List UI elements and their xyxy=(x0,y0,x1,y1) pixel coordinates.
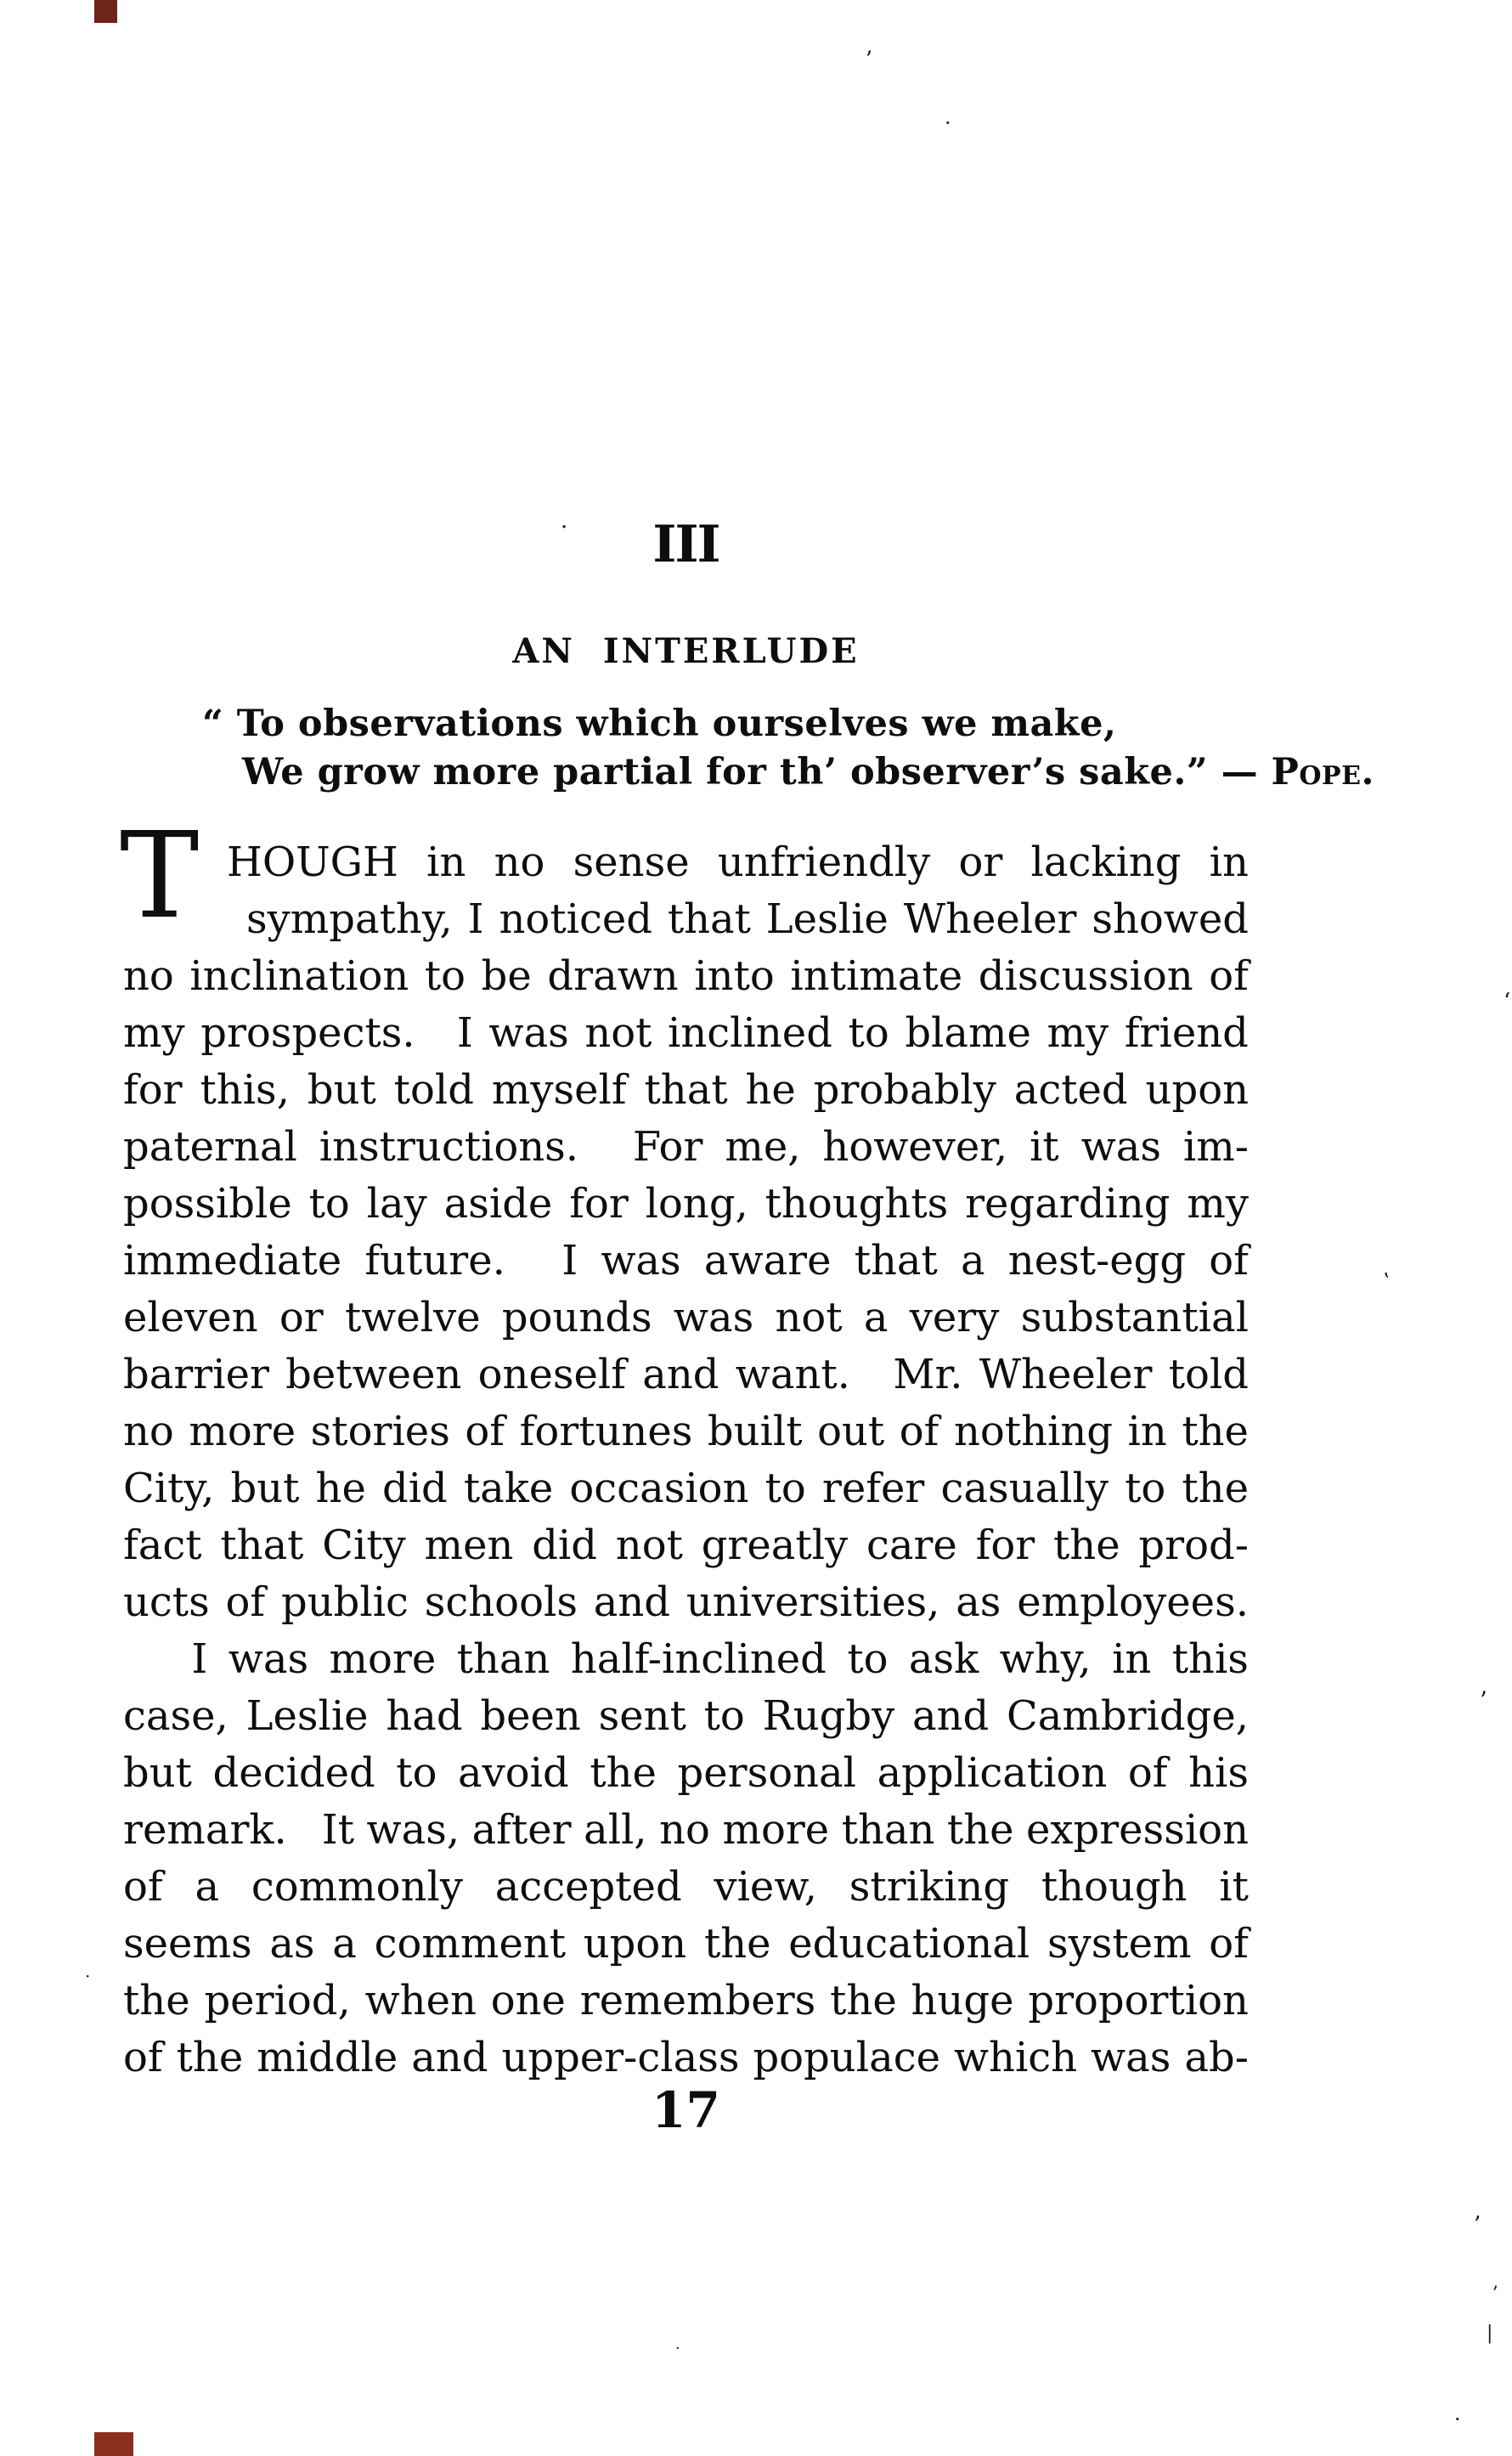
body-line: paternal instructions. For me, however, it was im- xyxy=(123,1123,1249,1171)
body-line: of the middle and upper-class populace which was ab- xyxy=(123,2034,1249,2081)
scan-mark-top-left xyxy=(94,0,117,23)
body-line: I was more than half-inclined to ask why, in this xyxy=(191,1635,1249,1683)
body-line: City, but he did take occasion to refer casually to the xyxy=(123,1465,1249,1512)
scan-speck: ʼ xyxy=(865,48,872,73)
body-line: remark. It was, after all, no more than the expression xyxy=(123,1806,1249,1854)
body-line: ucts of public schools and universities, as employees. xyxy=(123,1578,1249,1626)
body-line: but decided to avoid the personal application of his xyxy=(123,1749,1249,1797)
scan-speck: · xyxy=(561,515,568,540)
epigraph-line-2-text: We grow more partial for th’ observer’s sake.” — xyxy=(242,751,1272,793)
chapter-title: AN INTERLUDE xyxy=(512,631,860,671)
body-line: no inclination to be drawn into intimate discussion of xyxy=(123,952,1249,1000)
body-line: my prospects. I was not inclined to blame my friend xyxy=(123,1009,1249,1057)
body-line: sympathy, I noticed that Leslie Wheeler showed xyxy=(246,895,1249,943)
body-line: no more stories of fortunes built out of nothing in the xyxy=(123,1408,1249,1455)
scan-speck: ʽ xyxy=(1383,1269,1390,1293)
scan-speck: ʻ xyxy=(1504,989,1511,1014)
body-line: the period, when one remembers the huge proportion xyxy=(123,1977,1249,2024)
scan-speck: ’ xyxy=(1480,1686,1487,1714)
chapter-number: III xyxy=(652,515,719,574)
scan-speck: · xyxy=(945,111,951,135)
body-text xyxy=(123,831,1249,2083)
scan-speck: · xyxy=(85,1966,91,1986)
scan-speck: ’ xyxy=(1474,2212,1481,2238)
scan-mark-bottom-left xyxy=(94,2432,133,2456)
body-line: of a commonly accepted view, striking though it xyxy=(123,1863,1249,1911)
scan-speck: ʼ xyxy=(1492,2284,1498,2305)
scan-speck: · xyxy=(1454,2408,1461,2431)
body-line: barrier between oneself and want. Mr. Wheeler told xyxy=(123,1351,1249,1398)
drop-cap: T xyxy=(120,807,200,946)
body-line: case, Leslie had been sent to Rugby and Cambridge, xyxy=(123,1692,1249,1740)
page-number: 17 xyxy=(652,2081,720,2139)
body-line: for this, but told myself that he probably acted upon xyxy=(123,1066,1249,1114)
epigraph-line-1: “ To observations which ourselves we make, xyxy=(202,703,1117,745)
body-line: immediate future. I was aware that a nest-egg of xyxy=(123,1237,1249,1284)
epigraph-author: Pope. xyxy=(1271,751,1374,793)
body-line: eleven or twelve pounds was not a very substantial xyxy=(123,1294,1249,1341)
scan-speck: · xyxy=(675,2340,680,2357)
epigraph-line-2 xyxy=(242,751,1374,793)
body-line: possible to lay aside for long, thoughts regarding my xyxy=(123,1180,1249,1228)
scan-speck: | xyxy=(1487,2323,1493,2344)
body-line: HOUGH in no sense unfriendly or lacking in xyxy=(227,838,1249,886)
body-line: seems as a comment upon the educational system of xyxy=(123,1920,1249,1968)
body-line: fact that City men did not greatly care for the prod- xyxy=(123,1522,1249,1569)
